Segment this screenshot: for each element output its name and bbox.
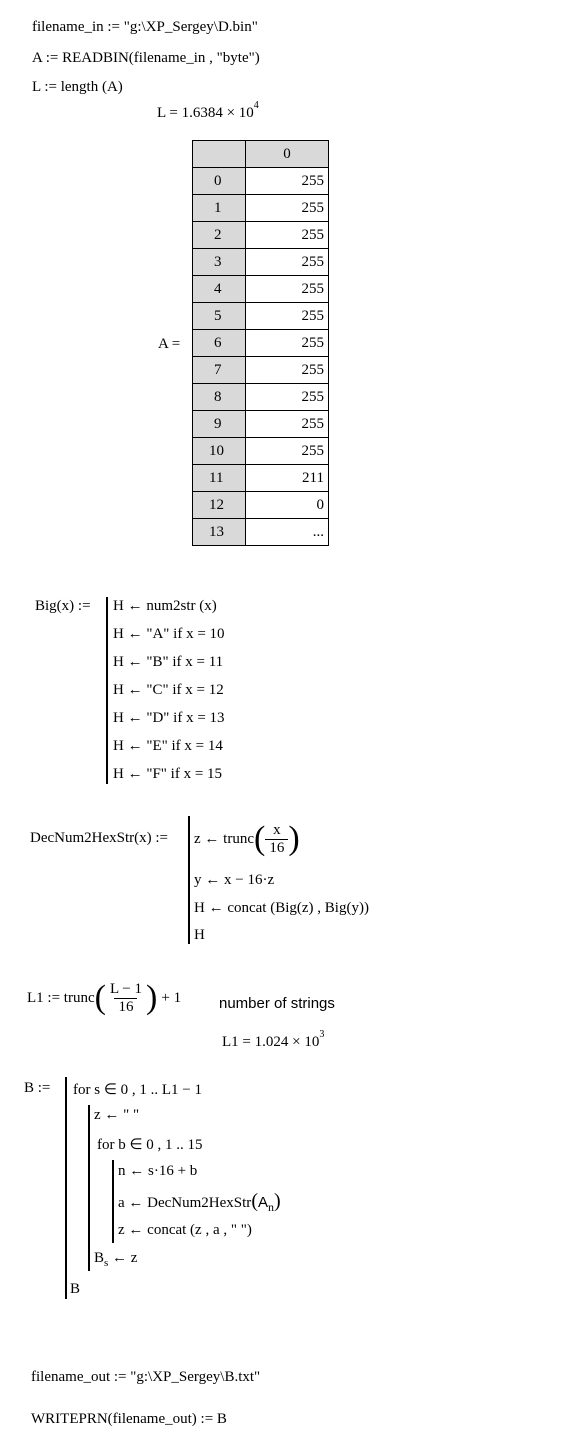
table-row (193, 519, 329, 546)
right-paren-icon: ) (146, 979, 158, 1016)
table-row (193, 195, 329, 222)
row-value[interactable]: 255 (246, 276, 329, 303)
filename-in-definition[interactable]: filename_in := "g:\XP_Sergey\D.bin" (32, 19, 258, 35)
b-a-prefix: a ← DecNum2HexStr (118, 1195, 252, 1211)
row-index: 4 (193, 276, 246, 303)
b-concat-line[interactable]: z ← concat (z , a , " ") (118, 1222, 252, 1238)
row-index: 9 (193, 411, 246, 438)
table-row (193, 276, 329, 303)
l1-definition[interactable] (27, 975, 181, 1021)
B-definition-name[interactable]: B := (24, 1080, 51, 1096)
L1-result-exponent: 3 (319, 1029, 325, 1040)
row-value[interactable]: 255 (246, 222, 329, 249)
big-line-1[interactable]: H ← num2str (x) (113, 598, 217, 614)
table-row (193, 492, 329, 519)
big-line-7[interactable]: H ← "F" if x = 15 (113, 766, 223, 782)
big-function-name[interactable]: Big(x) := (35, 598, 91, 614)
column-header: 0 (246, 141, 329, 168)
row-value[interactable]: 255 (246, 303, 329, 330)
row-index: 6 (193, 330, 246, 357)
b-a-arg: A (257, 1194, 268, 1211)
filename-out-definition[interactable]: filename_out := "g:\XP_Sergey\B.txt" (31, 1369, 261, 1385)
big-line-4[interactable]: H ← "C" if x = 12 (113, 682, 224, 698)
b-a-line[interactable] (118, 1190, 281, 1215)
dec-z-line[interactable] (194, 816, 300, 862)
big-line-2[interactable]: H ← "A" if x = 10 (113, 626, 225, 642)
right-paren-icon: ) (274, 1190, 281, 1212)
row-value[interactable]: 255 (246, 357, 329, 384)
dec-line-return[interactable]: H (194, 927, 205, 943)
left-paren-icon: ( (251, 1190, 258, 1212)
row-index: 0 (193, 168, 246, 195)
b-for-outer[interactable]: for s ∈ 0 , 1 .. L1 − 1 (73, 1082, 203, 1098)
l1-prefix: L1 := trunc (27, 989, 95, 1006)
length-definition[interactable]: L := length (A) (32, 79, 123, 95)
b-assign-line[interactable] (94, 1250, 137, 1269)
decnum2hexstr-function-name[interactable]: DecNum2HexStr(x) := (30, 830, 169, 846)
row-index: 3 (193, 249, 246, 276)
fraction-denominator: 16 (114, 998, 137, 1016)
dec-z-prefix: z ← trunc (194, 830, 254, 847)
row-index: 5 (193, 303, 246, 330)
table-row (193, 222, 329, 249)
table-row (193, 168, 329, 195)
dec-line-H[interactable]: H ← concat (Big(z) , Big(y)) (194, 900, 369, 916)
row-value[interactable]: 255 (246, 330, 329, 357)
L1-result-text: L1 = 1.024 × 10 (222, 1034, 320, 1050)
program-bar (188, 816, 190, 944)
big-line-5[interactable]: H ← "D" if x = 13 (113, 710, 225, 726)
L-result[interactable] (157, 100, 259, 122)
program-bar (88, 1105, 90, 1271)
dec-z-fraction (265, 822, 288, 857)
row-index: 8 (193, 384, 246, 411)
b-z-init[interactable]: z ← " " (94, 1107, 140, 1123)
right-paren-icon: ) (288, 820, 300, 857)
table-row (193, 465, 329, 492)
b-assign-rest: ← z (108, 1250, 138, 1266)
row-value[interactable]: 255 (246, 249, 329, 276)
number-of-strings-note[interactable]: number of strings (219, 995, 335, 1012)
program-bar (106, 597, 108, 784)
row-value[interactable]: ... (246, 519, 329, 546)
A-result-label: A = (158, 336, 181, 352)
b-for-inner[interactable]: for b ∈ 0 , 1 .. 15 (97, 1137, 203, 1153)
table-row (193, 438, 329, 465)
b-a-sub: n (268, 1200, 274, 1214)
row-index: 11 (193, 465, 246, 492)
table-corner-cell (193, 141, 246, 168)
dec-line-y[interactable]: y ← x − 16·z (194, 872, 275, 888)
l1-suffix: + 1 (161, 989, 182, 1006)
table-row (193, 330, 329, 357)
matrix-A-table[interactable] (192, 140, 329, 546)
row-index: 1 (193, 195, 246, 222)
row-value[interactable]: 255 (246, 168, 329, 195)
readbin-definition[interactable]: A := READBIN(filename_in , "byte") (32, 50, 260, 66)
fraction-numerator: x (273, 821, 281, 838)
program-bar (65, 1077, 67, 1299)
big-line-3[interactable]: H ← "B" if x = 11 (113, 654, 224, 670)
table-row (193, 357, 329, 384)
L1-result[interactable] (222, 1029, 325, 1051)
fraction-numerator: L − 1 (109, 980, 143, 997)
L-result-text: L = 1.6384 × 10 (157, 105, 254, 121)
writeprn-definition[interactable]: WRITEPRN(filename_out) := B (31, 1411, 227, 1427)
left-paren-icon: ( (94, 979, 106, 1016)
row-value[interactable]: 255 (246, 195, 329, 222)
row-index: 2 (193, 222, 246, 249)
b-assign-sub: s (104, 1257, 109, 1269)
table-row (193, 411, 329, 438)
b-return[interactable]: B (70, 1281, 81, 1297)
row-index: 13 (193, 519, 246, 546)
table-row (193, 249, 329, 276)
row-value[interactable]: 0 (246, 492, 329, 519)
big-line-6[interactable]: H ← "E" if x = 14 (113, 738, 223, 754)
row-value[interactable]: 255 (246, 411, 329, 438)
b-assign-var: B (94, 1250, 105, 1266)
table-header-row (193, 141, 329, 168)
table-row (193, 303, 329, 330)
b-n-line[interactable]: n ← s·16 + b (118, 1163, 198, 1179)
row-value[interactable]: 255 (246, 384, 329, 411)
row-index: 12 (193, 492, 246, 519)
L-result-exponent: 4 (253, 100, 259, 111)
l1-fraction (106, 981, 146, 1016)
row-value[interactable]: 211 (246, 465, 329, 492)
left-paren-icon: ( (253, 820, 266, 857)
program-bar (112, 1160, 114, 1243)
table-row (193, 384, 329, 411)
row-index: 10 (193, 438, 246, 465)
fraction-denominator: 16 (265, 839, 288, 857)
row-value[interactable]: 255 (246, 438, 329, 465)
row-index: 7 (193, 357, 246, 384)
